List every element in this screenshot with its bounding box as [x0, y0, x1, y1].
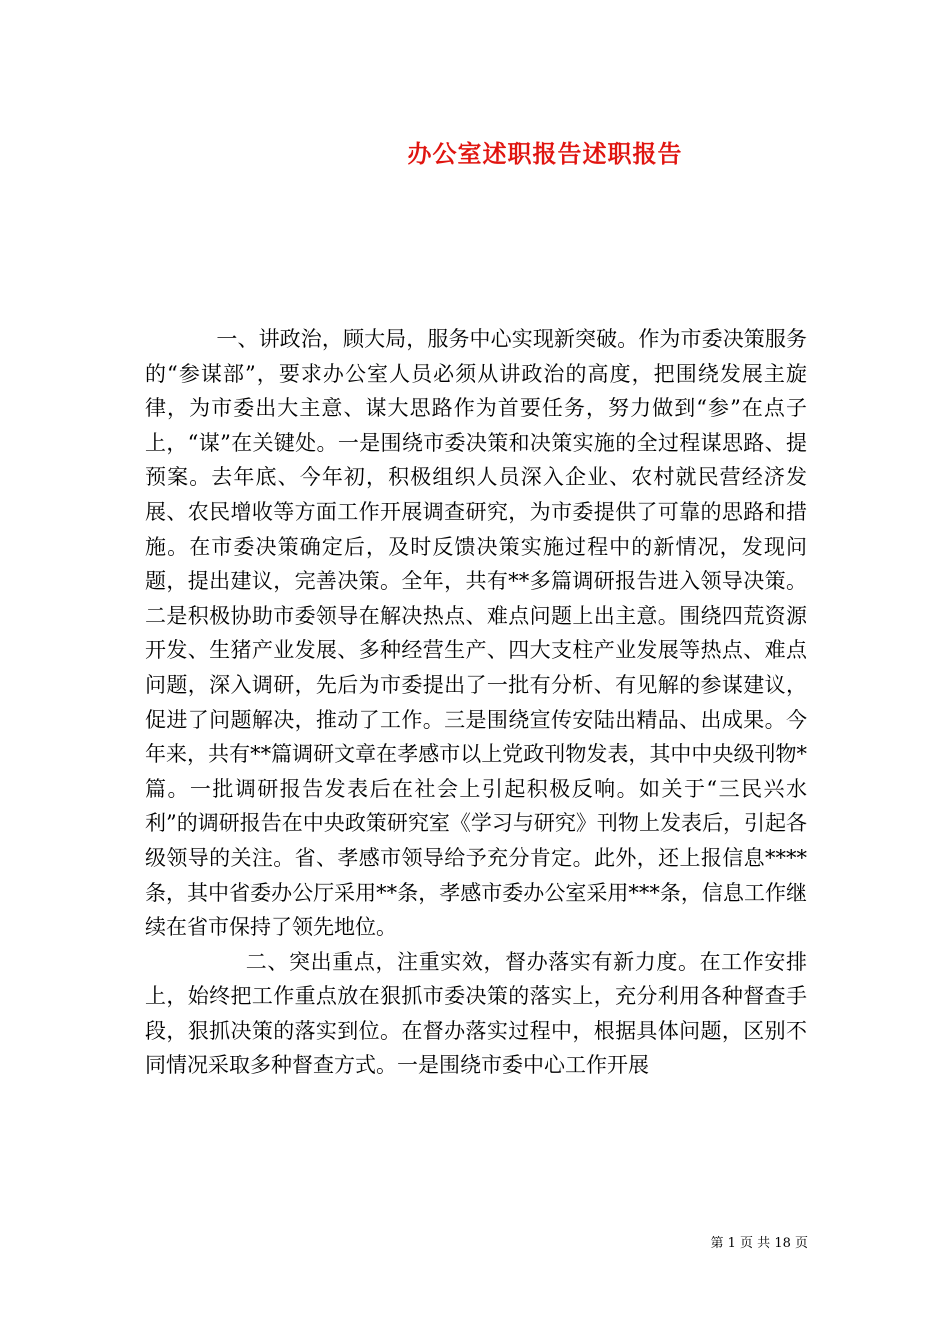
- page-number-footer: 第 1 页 共 18 页: [710, 1236, 808, 1251]
- paragraph-2: 二、突出重点，注重实效，督办落实有新力度。在工作安排上，始终把工作重点放在狠抓市委决策的落实上，充分利用各种督查手段，狠抓决策的落实到位。在督办落实过程中，根据具体问题，区别不同情况采取多种督查方式。一是围绕市委中心工作开展: [145, 949, 807, 1078]
- document-title: 办公室述职报告述职报告: [407, 139, 683, 168]
- document-body: [145, 322, 807, 1083]
- paragraph-1: 一、讲政治，顾大局，服务中心实现新突破。作为市委决策服务的“参谋部”，要求办公室人员必须从讲政治的高度，把围绕发展主旋律，为市委出大主意、谋大思路作为首要任务，努力做到“参”在点子上，“谋”在关键处。一是围绕市委决策和决策实施的全过程谋思路、提预案。去年底、今年初，积极组织人员深入企业、农村就民营经济发展、农民增收等方面工作开展调查研究，为市委提供了可靠的思路和措施。在市委决策确定后，及时反馈决策实施过程中的新情况，发现问题，提出建议，完善决策。全年，共有**多篇调研报告进入领导决策。二是积极协助市委领导在解决热点、难点问题上出主意。围绕四荒资源开发、生猪产业发展、多种经营生产、四大支柱产业发展等热点、难点问题，深入调研，先后为市委提出了一批有分析、有见解的参谋建议，促进了问题解决，推动了工作。三是围绕宣传安陆出精品、出成果。今年来，共有**篇调研文章在孝感市以上党政刊物发表，其中中央级刊物*篇。一批调研报告发表后在社会上引起积极反响。如关于“三民兴水利”的调研报告在中央政策研究室《学习与研究》刊物上发表后，引起各级领导的关注。省、孝感市领导给予充分肯定。此外，还上报信息****条，其中省委办公厅采用**条，孝感市委办公室采用***条，信息工作继续在省市保持了领先地位。: [145, 327, 807, 940]
